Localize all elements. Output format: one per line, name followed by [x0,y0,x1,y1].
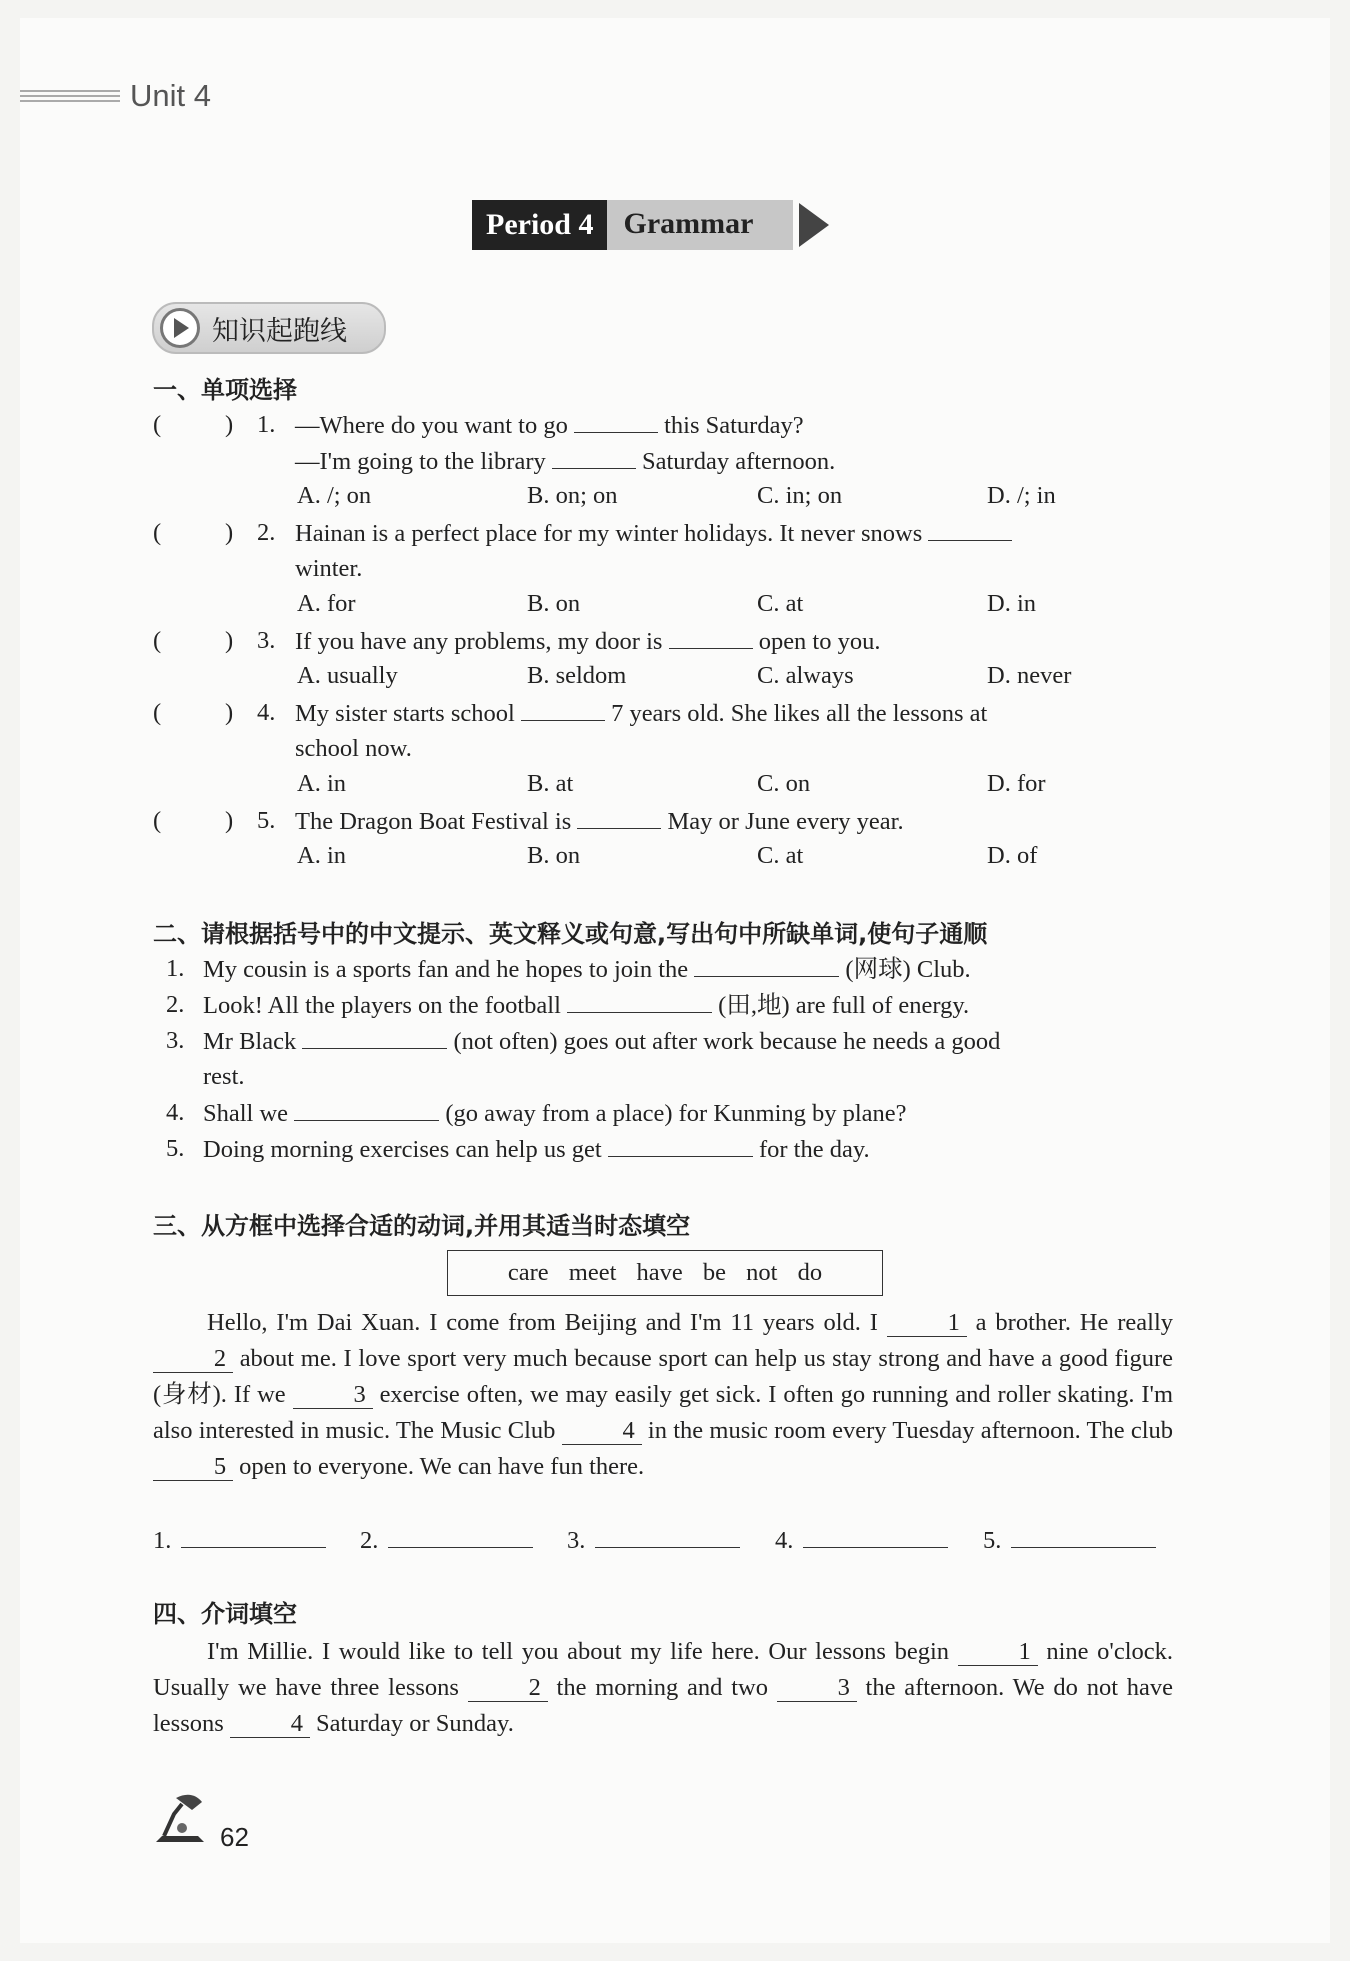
answer-blank[interactable] [181,1525,326,1548]
fill-blank[interactable] [552,446,636,469]
question-number: 4. [257,699,276,726]
answer-blank[interactable] [803,1525,948,1548]
option-d[interactable]: D. of [987,842,1038,869]
section-title-2: 二、请根据括号中的中文提示、英文释义或句意,写出句中所缺单词,使句子通顺 [153,920,988,948]
answer-paren[interactable]: ( [153,411,162,438]
numbered-blank[interactable]: 3 [293,1382,373,1409]
item-text: Shall we (go away from a place) for Kunming by plane? [203,1100,907,1127]
answer-paren[interactable]: ( [153,519,162,546]
option-c[interactable]: C. always [757,662,854,689]
question-text: My sister starts school 7 years old. She likes all the lessons at [295,700,988,727]
fill-blank[interactable] [521,698,605,721]
question-number: 3. [257,627,276,654]
item-number: 5. [166,1135,185,1162]
answer-paren-close: ) [225,519,234,546]
numbered-blank[interactable]: 4 [562,1418,642,1445]
numbered-blank[interactable]: 1 [958,1639,1038,1666]
fill-blank[interactable] [577,806,661,829]
question-text: If you have any problems, my door is open to you. [295,628,881,655]
preposition-passage: I'm Millie. I would like to tell you about my life here. Our lessons begin 1 nine o'clock. Usually we have three lessons 2 the morning and two 3 the afternoon. We do not have lessons 4 Saturday or Sunday. [153,1638,1174,1737]
numbered-blank[interactable]: 1 [887,1310,967,1337]
fill-blank[interactable] [694,954,839,977]
option-a[interactable]: A. usually [297,662,398,689]
option-c[interactable]: C. on [757,770,811,797]
question-number: 1. [257,411,276,438]
header-decoration [20,90,120,110]
answer-paren[interactable]: ( [153,699,162,726]
period-banner [472,200,829,250]
answer-paren-close: ) [225,807,234,834]
knowledge-tag-label: 知识起跑线 [212,315,347,347]
section-title-4: 四、介词填空 [153,1600,297,1628]
fill-blank[interactable] [574,410,658,433]
answer-slot-5: 5. [983,1525,1156,1555]
question-text: Hainan is a perfect place for my winter holidays. It never snows [295,518,1012,549]
page-number: 62 [220,1822,249,1852]
answer-blank[interactable] [1011,1525,1156,1548]
answer-paren[interactable]: ( [153,807,162,834]
numbered-blank[interactable]: 4 [230,1711,310,1738]
answer-slot-4: 4. [775,1525,948,1555]
topic-label: Grammar [607,200,793,250]
question-text: The Dragon Boat Festival is May or June every year. [295,808,904,835]
item-text: Doing morning exercises can help us get for the day. [203,1136,870,1163]
option-d[interactable]: D. in [987,590,1036,617]
fill-blank[interactable] [567,990,712,1013]
answer-slot-3: 3. [567,1525,740,1555]
answer-paren-close: ) [225,627,234,654]
option-a[interactable]: A. in [297,770,346,797]
arrow-right-icon [799,203,829,247]
fill-blank[interactable] [294,1098,439,1121]
item-text: My cousin is a sports fan and he hopes to join the (网球) Club. [203,956,971,983]
option-b[interactable]: B. on [527,842,581,869]
answer-slot-1: 1. [153,1525,326,1555]
section-title-3: 三、从方框中选择合适的动词,并用其适当时态填空 [153,1212,691,1240]
item-text: rest. [203,1063,245,1090]
numbered-blank[interactable]: 2 [468,1675,548,1702]
numbered-blank[interactable]: 2 [153,1346,233,1373]
answer-blank[interactable] [595,1525,740,1548]
option-c[interactable]: C. at [757,590,804,617]
word-box: care meet have be not do [447,1250,883,1296]
question-text: winter. [295,555,363,582]
numbered-blank[interactable]: 5 [153,1454,233,1481]
numbered-blank[interactable]: 3 [777,1675,857,1702]
option-a[interactable]: A. in [297,842,346,869]
answer-paren-close: ) [225,411,234,438]
option-b[interactable]: B. on [527,590,581,617]
fill-blank[interactable] [669,626,753,649]
period-label: Period 4 [472,200,607,250]
option-d[interactable]: D. for [987,770,1046,797]
desk-lamp-icon [152,1790,212,1846]
fill-blank[interactable] [302,1026,447,1049]
knowledge-tag [152,302,386,354]
item-number: 1. [166,955,185,982]
question-number: 5. [257,807,276,834]
option-b[interactable]: B. seldom [527,662,627,689]
answer-slot-2: 2. [360,1525,533,1555]
cloze-passage: Hello, I'm Dai Xuan. I come from Beijing and I'm 11 years old. I 1 a brother. He really 2 about me. I love sport very much because sport can help us stay strong and have a good figure (身材). If we 3 exercise often, we may easily get sick. I often go running and roller skating. I'm also interested in music. The Music Club 4 in the music room every Tuesday afternoon. The club 5 open to everyone. We can have fun there. [153,1309,1174,1480]
question-text: school now. [295,735,412,762]
play-icon [160,308,200,348]
item-number: 3. [166,1027,185,1054]
option-d[interactable]: D. /; in [987,482,1056,509]
option-b[interactable]: B. on; on [527,482,618,509]
option-d[interactable]: D. never [987,662,1072,689]
item-text: Mr Black (not often) goes out after work because he needs a good [203,1028,1001,1055]
item-text: Look! All the players on the football (田,地) are full of energy. [203,992,970,1019]
answer-paren[interactable]: ( [153,627,162,654]
fill-blank[interactable] [928,518,1012,541]
option-a[interactable]: A. for [297,590,356,617]
section-title-1: 一、单项选择 [153,376,297,404]
option-b[interactable]: B. at [527,770,574,797]
option-c[interactable]: C. in; on [757,482,843,509]
option-c[interactable]: C. at [757,842,804,869]
option-a[interactable]: A. /; on [297,482,372,509]
item-number: 2. [166,991,185,1018]
unit-title: Unit 4 [130,78,211,113]
question-text: —Where do you want to go this Saturday? [295,412,804,439]
answer-paren-close: ) [225,699,234,726]
question-number: 2. [257,519,276,546]
question-text: —I'm going to the library Saturday afternoon. [295,448,836,475]
fill-blank[interactable] [608,1134,753,1157]
item-number: 4. [166,1099,185,1126]
answer-blank[interactable] [388,1525,533,1548]
